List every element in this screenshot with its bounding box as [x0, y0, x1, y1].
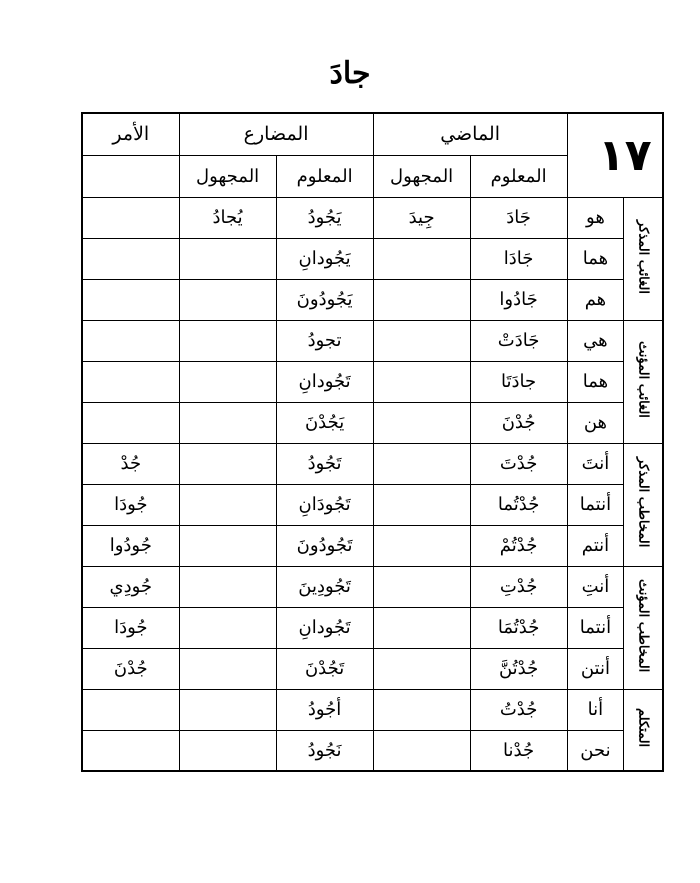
- present-active-cell: تجودُ: [276, 320, 373, 361]
- past-passive-cell: [373, 730, 470, 771]
- past-active-cell: جُدْنا: [470, 730, 567, 771]
- person-group-label: [624, 320, 663, 443]
- past-active-cell: جُدْتَ: [470, 443, 567, 484]
- person-group-label: [624, 566, 663, 689]
- past-active-cell: جُدْتُمْ: [470, 525, 567, 566]
- present-passive-cell: [179, 320, 276, 361]
- imperative-header: الأمر: [82, 113, 179, 155]
- past-active-header: المعلوم: [470, 155, 567, 197]
- table-row: [82, 402, 663, 443]
- past-active-cell: جَادَ: [470, 197, 567, 238]
- present-tense-header: المضارع: [179, 113, 373, 155]
- imperative-cell: جُودَا: [82, 607, 179, 648]
- imperative-cell: [82, 279, 179, 320]
- present-active-cell: يَجُودُ: [276, 197, 373, 238]
- present-passive-cell: [179, 238, 276, 279]
- pronoun-cell: أنتما: [567, 607, 624, 648]
- past-active-cell: جُدْتِ: [470, 566, 567, 607]
- present-active-cell: يَجُودُونَ: [276, 279, 373, 320]
- imperative-cell: [82, 689, 179, 730]
- past-passive-cell: [373, 484, 470, 525]
- past-passive-cell: [373, 279, 470, 320]
- imperative-cell: [82, 730, 179, 771]
- past-passive-cell: [373, 320, 470, 361]
- imperative-cell: [82, 238, 179, 279]
- present-passive-cell: [179, 484, 276, 525]
- past-active-cell: جَادُوا: [470, 279, 567, 320]
- present-passive-cell: يُجادُ: [179, 197, 276, 238]
- present-passive-cell: [179, 402, 276, 443]
- past-active-cell: جُدْتُمَا: [470, 607, 567, 648]
- past-passive-cell: [373, 238, 470, 279]
- present-active-cell: تَجُودانِ: [276, 607, 373, 648]
- page-title: جادَ: [329, 56, 371, 91]
- form-number: ١٧: [597, 129, 652, 181]
- present-passive-cell: [179, 361, 276, 402]
- past-active-cell: جُدْتُ: [470, 689, 567, 730]
- pronoun-cell: هما: [567, 238, 624, 279]
- table-row: [82, 197, 663, 238]
- present-passive-cell: [179, 443, 276, 484]
- imperative-cell: جُودِي: [82, 566, 179, 607]
- table-row: [82, 648, 663, 689]
- past-passive-cell: جِيدَ: [373, 197, 470, 238]
- table-row: [82, 279, 663, 320]
- past-active-cell: جُدْنَ: [470, 402, 567, 443]
- table-row: [82, 443, 663, 484]
- imperative-cell: [82, 361, 179, 402]
- pronoun-cell: هم: [567, 279, 624, 320]
- person-group-text: المخاطب المؤنث: [635, 578, 651, 673]
- pronoun-cell: هن: [567, 402, 624, 443]
- past-active-cell: جادَتَا: [470, 361, 567, 402]
- present-active-cell: أجُودُ: [276, 689, 373, 730]
- past-active-cell: جُدْتُنَّ: [470, 648, 567, 689]
- pronoun-cell: أنتما: [567, 484, 624, 525]
- pronoun-cell: أنتَ: [567, 443, 624, 484]
- imperative-cell: جُدْنَ: [82, 648, 179, 689]
- pronoun-cell: هو: [567, 197, 624, 238]
- present-active-cell: تَجُودَانِ: [276, 484, 373, 525]
- present-active-header: المعلوم: [276, 155, 373, 197]
- present-passive-header: المجهول: [179, 155, 276, 197]
- past-passive-cell: [373, 648, 470, 689]
- past-tense-header: الماضي: [373, 113, 567, 155]
- table-row: [82, 730, 663, 771]
- present-passive-cell: [179, 525, 276, 566]
- present-active-cell: تَجُودُ: [276, 443, 373, 484]
- imperative-subheader-empty: [82, 155, 179, 197]
- table-row: [82, 525, 663, 566]
- past-passive-cell: [373, 566, 470, 607]
- imperative-cell: جُدْ: [82, 443, 179, 484]
- past-passive-cell: [373, 443, 470, 484]
- pronoun-cell: أنتن: [567, 648, 624, 689]
- person-group-label: [624, 443, 663, 566]
- present-active-cell: تَجُودِينَ: [276, 566, 373, 607]
- person-group-text: المخاطب المذكر: [635, 457, 651, 548]
- person-group-label: [624, 689, 663, 771]
- past-passive-cell: [373, 607, 470, 648]
- present-active-cell: نَجُودُ: [276, 730, 373, 771]
- present-active-cell: تَجُدْنَ: [276, 648, 373, 689]
- person-group-text: الغائب المذكر: [635, 219, 651, 294]
- past-passive-cell: [373, 525, 470, 566]
- present-active-cell: تَجُودانِ: [276, 361, 373, 402]
- conjugation-table: [81, 112, 664, 772]
- present-passive-cell: [179, 279, 276, 320]
- imperative-cell: جُودَا: [82, 484, 179, 525]
- present-passive-cell: [179, 730, 276, 771]
- table-row: [82, 607, 663, 648]
- present-active-cell: يَجُودانِ: [276, 238, 373, 279]
- past-passive-cell: [373, 689, 470, 730]
- present-passive-cell: [179, 689, 276, 730]
- present-active-cell: تَجُودُونَ: [276, 525, 373, 566]
- imperative-cell: جُودُوا: [82, 525, 179, 566]
- past-passive-cell: [373, 361, 470, 402]
- table-row: [82, 238, 663, 279]
- person-group-label: [624, 197, 663, 320]
- past-passive-cell: [373, 402, 470, 443]
- pronoun-cell: هما: [567, 361, 624, 402]
- present-active-cell: يَجُدْنَ: [276, 402, 373, 443]
- table-row: [82, 320, 663, 361]
- present-passive-cell: [179, 607, 276, 648]
- present-passive-cell: [179, 566, 276, 607]
- past-passive-header: المجهول: [373, 155, 470, 197]
- past-active-cell: جُدْتُما: [470, 484, 567, 525]
- pronoun-cell: نحن: [567, 730, 624, 771]
- present-passive-cell: [179, 648, 276, 689]
- table-row: [82, 361, 663, 402]
- imperative-cell: [82, 402, 179, 443]
- table-row: [82, 566, 663, 607]
- past-active-cell: جَادَا: [470, 238, 567, 279]
- pronoun-cell: أنتم: [567, 525, 624, 566]
- imperative-cell: [82, 197, 179, 238]
- conjugation-body: [82, 197, 663, 771]
- pronoun-cell: هي: [567, 320, 624, 361]
- pronoun-cell: أنتِ: [567, 566, 624, 607]
- table-row: [82, 689, 663, 730]
- past-active-cell: جَادَتْ: [470, 320, 567, 361]
- person-group-text: الغائب المؤنث: [635, 341, 651, 418]
- pronoun-cell: أنا: [567, 689, 624, 730]
- person-group-text: المتكلم: [635, 708, 651, 748]
- imperative-cell: [82, 320, 179, 361]
- table-row: [82, 484, 663, 525]
- form-number-cell: [567, 113, 663, 197]
